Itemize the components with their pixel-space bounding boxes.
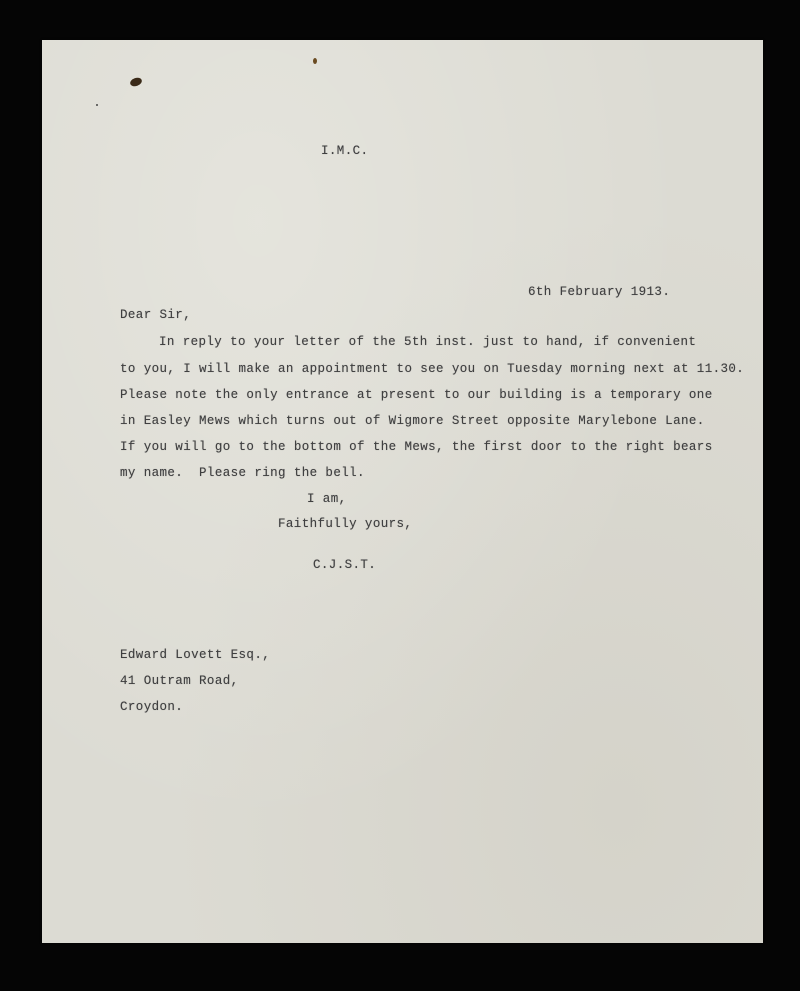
closing-i-am: I am, [307, 492, 347, 506]
body-line: In reply to your letter of the 5th inst. just to hand, if convenient [159, 335, 697, 349]
letter-page [42, 40, 763, 943]
body-line: Please note the only entrance at present to our building is a temporary one [120, 388, 713, 402]
addressee-name: Edward Lovett Esq., [120, 648, 271, 662]
salutation: Dear Sir, [120, 308, 192, 322]
letter-date: 6th February 1913. [528, 285, 671, 299]
addressee-town: Croydon. [120, 700, 184, 714]
body-line: to you, I will make an appointment to see you on Tuesday morning next at 11.30. [120, 362, 745, 376]
ink-speck [96, 104, 98, 106]
addressee-street: 41 Outram Road, [120, 674, 239, 688]
body-line: If you will go to the bottom of the Mews, the first door to the right bears [120, 440, 713, 454]
body-line: in Easley Mews which turns out of Wigmore Street opposite Marylebone Lane. [120, 414, 705, 428]
ink-speck [313, 58, 317, 64]
letter-heading: I.M.C. [321, 144, 369, 158]
closing-faithfully: Faithfully yours, [278, 517, 413, 531]
ink-blot [129, 76, 143, 88]
signature-initials: C.J.S.T. [313, 558, 377, 572]
body-line: my name. Please ring the bell. [120, 466, 365, 480]
